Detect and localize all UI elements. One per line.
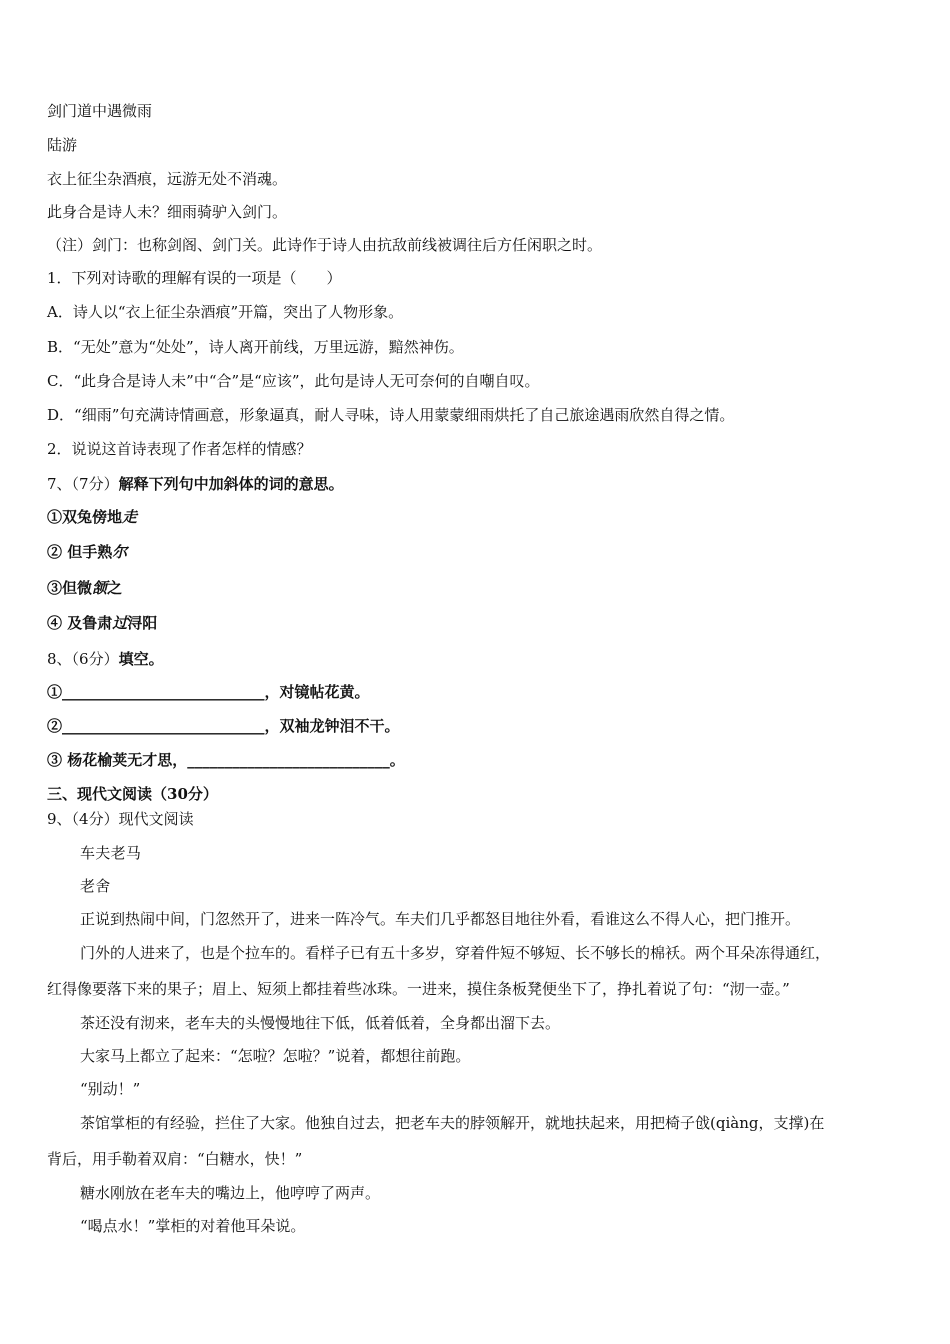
poem-note: （注）剑门：也称剑阁、剑门关。此诗作于诗人由抗敌前线被调往后方任闲职之时。 — [47, 236, 603, 254]
q7-instruction: 解释下列句中加斜体的词的意思。 — [118, 475, 344, 493]
article-paragraph-2-line-1: 门外的人进来了，也是个拉车的。看样子已有五十多岁，穿着件短不够短、长不够长的棉袄。两个耳朵冻得通红， — [80, 944, 831, 962]
article-paragraph-3: 茶还没有沏来，老车夫的头慢慢地往下低，低着低着，全身都出溜下去。 — [80, 1014, 561, 1032]
q8-item-3: ③ 杨花榆荚无才思，___________________________。 — [47, 751, 405, 769]
q7-item-2: ② 但手熟尔 — [47, 543, 128, 561]
q9-heading: 9、（4分）现代文阅读 — [47, 810, 194, 828]
poem-line-2: 此身合是诗人未？细雨骑驴入剑门。 — [47, 203, 288, 221]
q8-instruction: 填空。 — [118, 650, 164, 668]
poem-title: 剑门道中遇微雨 — [47, 102, 153, 120]
article-paragraph-6-line-1: 茶馆掌柜的有经验，拦住了大家。他独自过去，把老车夫的脖领解开，就地扶起来，用把椅子戗(qiàng，支撑)在 — [80, 1114, 825, 1132]
q7-item-2-word: 尔 — [112, 543, 128, 561]
article-paragraph-7: 糖水刚放在老车夫的嘴边上，他哼哼了两声。 — [80, 1184, 381, 1202]
q7-number: 7、（7分） — [47, 475, 119, 493]
q8-number: 8、（6分） — [47, 650, 119, 668]
q2-stem: 2．说说这首诗表现了作者怎样的情感？ — [47, 440, 312, 458]
q7-item-4-word: 过 — [112, 614, 128, 632]
q7-heading — [47, 474, 344, 494]
q1-option-b: B．“无处”意为“处处”，诗人离开前线，万里远游，黯然神伤。 — [47, 338, 464, 356]
q8-item-2: ②___________________________，双袖龙钟泪不干。 — [47, 717, 400, 735]
article-paragraph-5: “别动！” — [80, 1080, 141, 1098]
q1-stem: 1．下列对诗歌的理解有误的一项是（ ） — [47, 269, 342, 287]
q7-item-4: ④ 及鲁肃过浔阳 — [47, 614, 158, 632]
q8-blank-3[interactable]: ___________________________ — [187, 751, 390, 769]
q7-item-1: ①双兔傍地走 — [47, 508, 138, 526]
article-author: 老舍 — [80, 877, 111, 895]
q1-option-d: D．“细雨”句充满诗情画意，形象逼真，耐人寻味，诗人用蒙蒙细雨烘托了自己旅途遇雨欣然自得之情。 — [47, 406, 735, 424]
q8-heading — [47, 649, 164, 669]
article-paragraph-4: 大家马上都立了起来：“怎啦？怎啦？”说着，都想往前跑。 — [80, 1047, 471, 1065]
article-paragraph-8: “喝点水！”掌柜的对着他耳朵说。 — [80, 1217, 306, 1235]
q7-item-3: ③但微颔之 — [47, 579, 123, 597]
poem-line-1: 衣上征尘杂酒痕，远游无处不消魂。 — [47, 170, 288, 188]
article-paragraph-6-line-2: 背后，用手勒着双肩：“白糖水，快！” — [47, 1150, 303, 1168]
poem-author: 陆游 — [47, 136, 78, 154]
section-3-heading: 三、现代文阅读（30分） — [47, 785, 218, 803]
article-paragraph-1: 正说到热闹中间，门忽然开了，进来一阵冷气。车夫们几乎都怒目地往外看，看谁这么不得人心，把门推开。 — [80, 910, 801, 928]
q7-item-1-word: 走 — [122, 508, 138, 526]
q1-option-a: A．诗人以“衣上征尘杂酒痕”开篇，突出了人物形象。 — [47, 303, 404, 321]
article-paragraph-2-line-2: 红得像要落下来的果子；眉上、短须上都挂着些冰珠。一进来，摸住条板凳便坐下了，挣扎着说了句：“沏一壶。” — [47, 980, 790, 998]
article-title: 车夫老马 — [80, 844, 142, 862]
q7-item-3-word: 颔 — [92, 579, 108, 597]
q8-item-1: ①___________________________，对镜帖花黄。 — [47, 683, 370, 701]
q8-blank-1[interactable]: ___________________________ — [62, 683, 265, 701]
q1-option-c: C．“此身合是诗人未”中“合”是“应该”，此句是诗人无可奈何的自嘲自叹。 — [47, 372, 540, 390]
q8-blank-2[interactable]: ___________________________ — [62, 717, 265, 735]
